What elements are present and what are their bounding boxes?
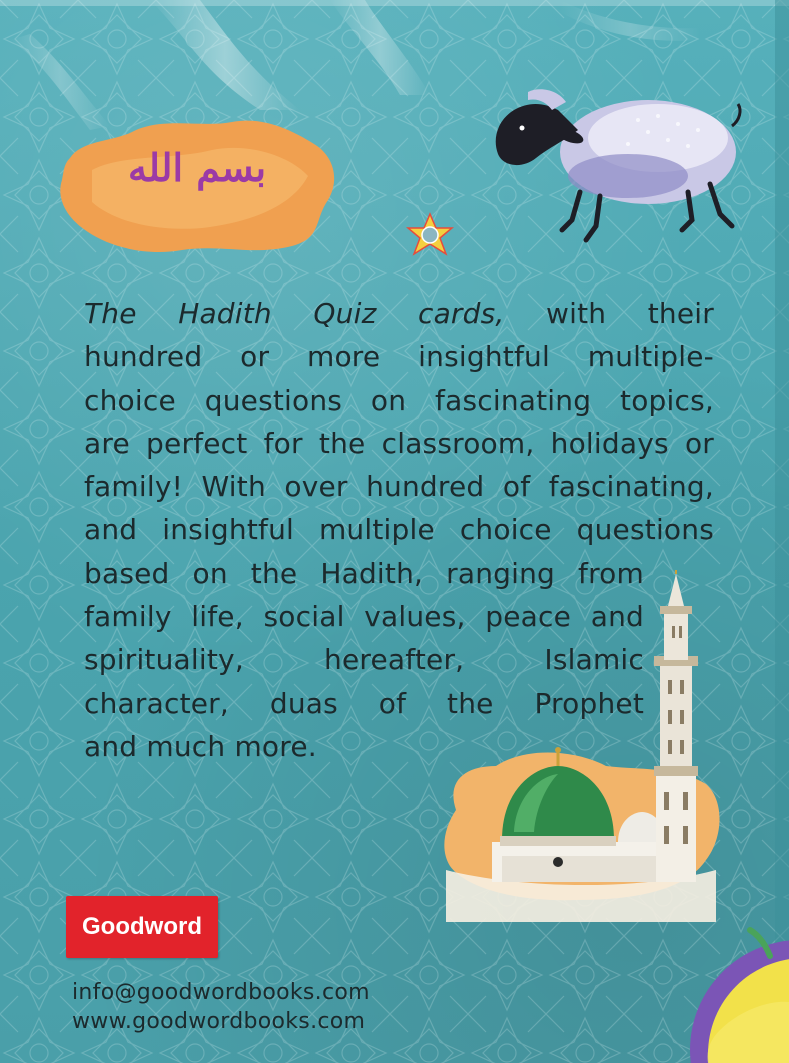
description-line: and much more.	[84, 729, 317, 763]
arabic-calligraphy: بسم الله	[127, 145, 267, 190]
sheep-illustration	[488, 80, 748, 250]
publisher-logo: Goodword	[66, 896, 218, 958]
description-line: hundred or more insightful multiple-	[84, 340, 714, 374]
product-title: The Hadith Quiz cards,	[84, 297, 505, 330]
description-line: and insightful multiple choice questions	[84, 513, 714, 547]
star-ornament-icon	[406, 212, 454, 260]
description-line: based on the Hadith, ranging from	[84, 556, 644, 590]
description-line: family! With over hundred of fascinating,	[84, 470, 714, 504]
description-line: are perfect for the classroom, holidays or	[84, 426, 714, 460]
email-address[interactable]: info@goodwordbooks.com	[72, 980, 370, 1005]
globe-illustration	[680, 920, 789, 1063]
description-line: The Hadith Quiz cards, with their	[84, 297, 714, 330]
description-line: choice questions on fascinating topics,	[84, 383, 714, 417]
green-dome-mosque-illustration	[436, 570, 726, 922]
description-line: family life, social values, peace and	[84, 600, 644, 634]
description-line: spirituality, hereafter, Islamic	[84, 643, 644, 677]
contact-info	[72, 978, 370, 1036]
website-url[interactable]: www.goodwordbooks.com	[72, 1009, 366, 1034]
description-line: character, duas of the Prophet	[84, 686, 644, 720]
